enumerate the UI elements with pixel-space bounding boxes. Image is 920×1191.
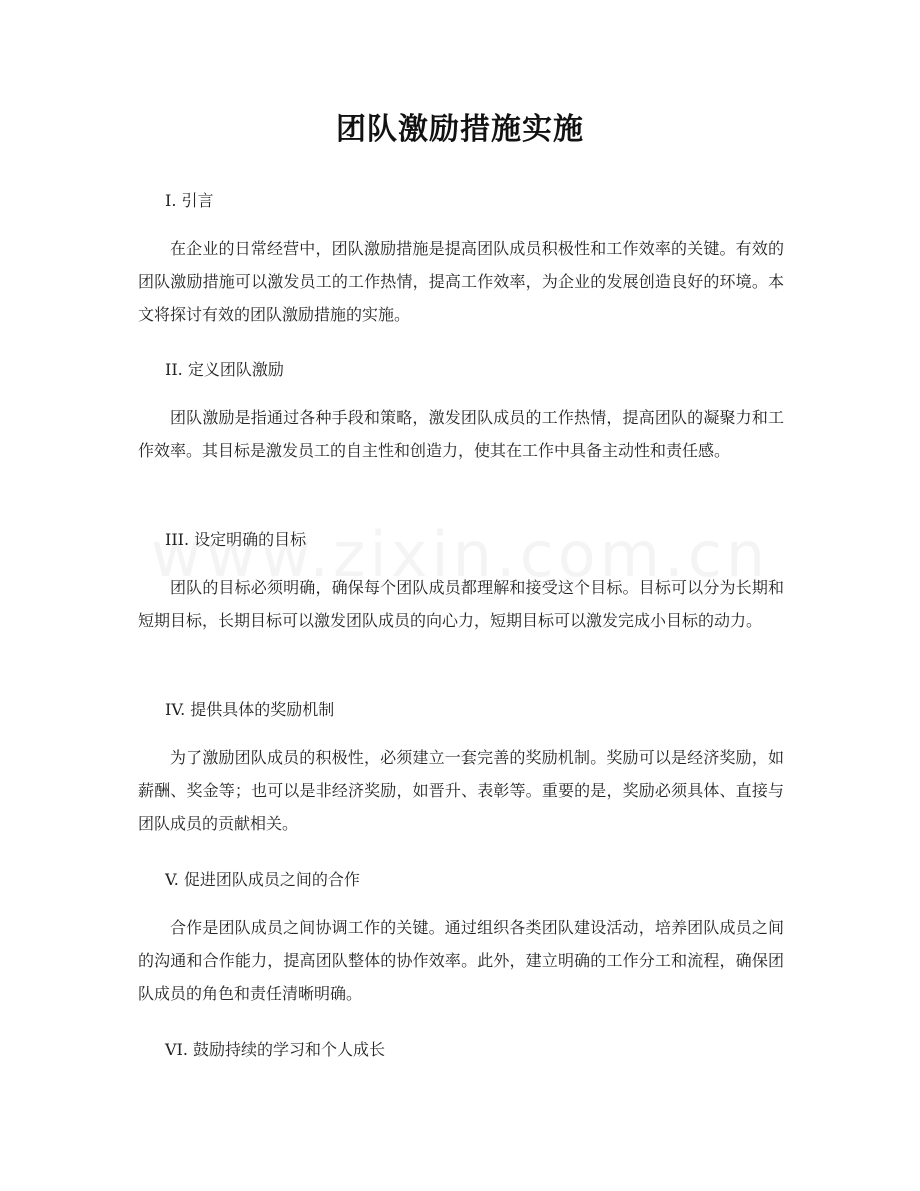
section-body-3: 团队的目标必须明确，确保每个团队成员都理解和接受这个目标。目标可以分为长期和短期目标，长期目标可以激发团队成员的向心力，短期目标可以激发完成小目标的动力。 (138, 578, 784, 630)
section-heading-2: II. 定义团队激励 (165, 360, 284, 379)
section-heading-5: V. 促进团队成员之间的合作 (165, 870, 360, 889)
section-heading-3: III. 设定明确的目标 (165, 530, 307, 549)
section-heading-1: I. 引言 (165, 191, 214, 210)
section-body-5: 合作是团队成员之间协调工作的关键。通过组织各类团队建设活动，培养团队成员之间的沟通和合作能力，提高团队整体的协作效率。此外，建立明确的工作分工和流程，确保团队成员的角色和责任清晰明确。 (138, 918, 784, 1003)
section-body-2: 团队激励是指通过各种手段和策略，激发团队成员的工作热情，提高团队的凝聚力和工作效率。其目标是激发员工的自主性和创造力，使其在工作中具备主动性和责任感。 (138, 408, 784, 460)
section-body-4: 为了激励团队成员的积极性，必须建立一套完善的奖励机制。奖励可以是经济奖励，如薪酬、奖金等；也可以是非经济奖励，如晋升、表彰等。重要的是，奖励必须具体、直接与团队成员的贡献相关。 (138, 748, 784, 833)
section-body-1: 在企业的日常经营中，团队激励措施是提高团队成员积极性和工作效率的关键。有效的团队激励措施可以激发员工的工作热情，提高工作效率，为企业的发展创造良好的环境。本文将探讨有效的团队激励措施的实施。 (138, 239, 784, 324)
section-heading-4: IV. 提供具体的奖励机制 (165, 700, 335, 719)
document-title: 团队激励措施实施 (336, 112, 584, 147)
section-heading-6: VI. 鼓励持续的学习和个人成长 (165, 1040, 386, 1059)
